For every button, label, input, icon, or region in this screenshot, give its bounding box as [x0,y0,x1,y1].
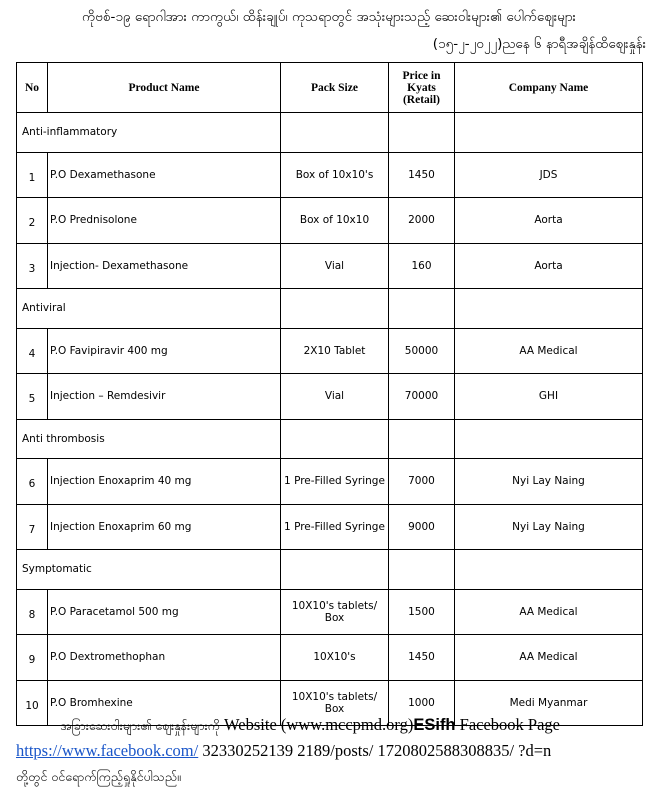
row-number: 3 [17,243,48,289]
document-heading [10,4,648,58]
pack-size: Box of 10x10 [281,198,389,244]
row-number: 4 [17,328,48,374]
header-pack-size: Pack Size [281,63,389,113]
category-row [17,419,643,459]
company-name: AA Medical [455,328,643,374]
company-name: JDS [455,152,643,198]
product-name: Injection Enoxaprim 60 mg [48,504,281,550]
company-name: AA Medical [455,635,643,681]
product-name: P.O Dextromethophan [48,635,281,681]
product-name: Injection – Remdesivir [48,374,281,420]
row-number: 6 [17,459,48,505]
header-product-name: Product Name [48,63,281,113]
price: 1450 [389,152,455,198]
product-name: P.O Bromhexine [48,680,281,726]
price: 1500 [389,589,455,635]
row-number: 10 [17,680,48,726]
pack-size: Vial [281,243,389,289]
row-number: 9 [17,635,48,681]
heading-date: (၁၅-၂-၂၀၂၂)ညနေ ၆ နာရီအချိန်ထိဈေးနှုန်း [432,36,646,52]
table-row [17,328,643,374]
header-no: No [17,63,48,113]
company-name: Nyi Lay Naing [455,459,643,505]
pack-size: Vial [281,374,389,420]
pack-size: 10X10's tablets/ Box [281,680,389,726]
product-name: P.O Favipiravir 400 mg [48,328,281,374]
category-label: Anti-inflammatory [17,113,281,153]
product-name: P.O Dexamethasone [48,152,281,198]
row-number: 5 [17,374,48,420]
category-row [17,289,643,329]
table-row [17,589,643,635]
row-number: 8 [17,589,48,635]
table-row [17,459,643,505]
category-row [17,113,643,153]
pack-size: 1 Pre-Filled Syringe [281,504,389,550]
table-row [17,504,643,550]
price: 2000 [389,198,455,244]
company-name: GHI [455,374,643,420]
table-row [17,243,643,289]
website-url[interactable]: (www.mccpmd.org) [280,715,414,734]
table-row [17,635,643,681]
row-number: 7 [17,504,48,550]
facebook-label: Facebook Page [459,715,560,734]
category-label: Symptomatic [17,550,281,590]
header-price: Price in Kyats (Retail) [389,63,455,113]
product-name: Injection Enoxaprim 40 mg [48,459,281,505]
company-name: Aorta [455,198,643,244]
category-row [17,550,643,590]
company-name: Nyi Lay Naing [455,504,643,550]
price: 7000 [389,459,455,505]
table-header-row [17,63,643,113]
price: 9000 [389,504,455,550]
table-body [17,113,643,726]
footer-line-1 [16,712,652,738]
pack-size: 10X10's [281,635,389,681]
price-table [16,62,643,726]
price: 1000 [389,680,455,726]
pack-size: Box of 10x10's [281,152,389,198]
price: 1450 [389,635,455,681]
table-row [17,374,643,420]
footer-note [16,712,652,789]
product-name: P.O Prednisolone [48,198,281,244]
header-company-name: Company Name [455,63,643,113]
company-name: Aorta [455,243,643,289]
price: 50000 [389,328,455,374]
table-row [17,152,643,198]
facebook-path: 32330252139 2189/posts/ 1720802588308835/ ?d=n [198,741,552,760]
row-number: 1 [17,152,48,198]
category-label: Antiviral [17,289,281,329]
footer-line-2 [16,738,652,763]
esifh-text: ESifh [413,716,456,734]
company-name: AA Medical [455,589,643,635]
footer-line-3 [16,763,652,789]
footer-outro: တို့တွင် ဝင်ရောက်ကြည့်ရှုနိုင်ပါသည်။ [16,769,181,784]
price: 160 [389,243,455,289]
pack-size: 2X10 Tablet [281,328,389,374]
pack-size: 10X10's tablets/ Box [281,589,389,635]
footer-intro: အခြားဆေးဝါးများ၏ ဈေးနှုန်းများကို [60,718,220,733]
product-name: P.O Paracetamol 500 mg [48,589,281,635]
category-label: Anti thrombosis [17,419,281,459]
facebook-link[interactable]: https://www.facebook.com/ [16,741,199,760]
heading-title: ကိုဗစ်-၁၉ ရောဂါအား ကာကွယ်၊ ထိန်းချုပ်၊ ကုသရာတွင် အသုံးများသည့် ဆေးဝါးများ၏ ပေါက်ဈေးများ [82,9,576,25]
row-number: 2 [17,198,48,244]
company-name: Medi Myanmar [455,680,643,726]
product-name: Injection- Dexamethasone [48,243,281,289]
table-row [17,198,643,244]
pack-size: 1 Pre-Filled Syringe [281,459,389,505]
price: 70000 [389,374,455,420]
website-label: Website [224,715,277,734]
